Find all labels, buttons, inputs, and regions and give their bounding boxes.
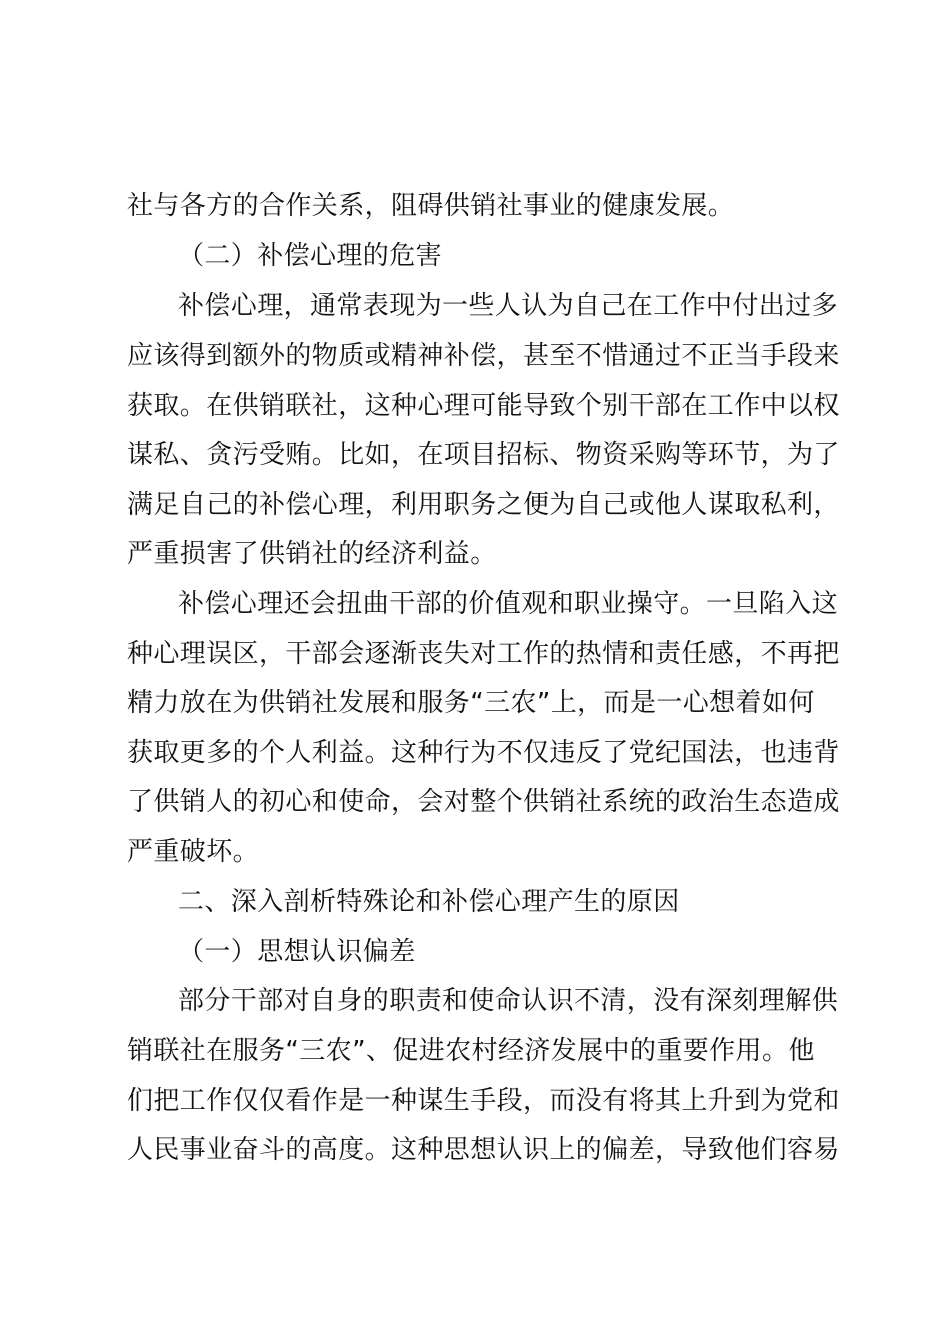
subheading: （一）思想认识偏差 — [178, 937, 416, 967]
text-line: 们把工作仅仅看作是一种谋生手段，而没有将其上升到为党和 — [127, 1086, 840, 1116]
text-line: 社与各方的合作关系，阻碍供销社事业的健康发展。 — [127, 191, 735, 221]
text-line: 补偿心理还会扭曲干部的价值观和职业操守。一旦陷入这 — [178, 589, 839, 619]
text-line: 获取更多的个人利益。这种行为不仅违反了党纪国法，也违背 — [127, 738, 840, 768]
text-line: 人民事业奋斗的高度。这种思想认识上的偏差，导致他们容易 — [127, 1135, 840, 1165]
text-line: 获取。在供销联社，这种心理可能导致个别干部在工作中以权 — [127, 391, 840, 421]
text-line: 严重破坏。 — [127, 837, 260, 867]
text-line: 销联社在服务“三农”、促进农村经济发展中的重要作用。他 — [127, 1036, 815, 1066]
text-line: 应该得到额外的物质或精神补偿，甚至不惜通过不正当手段来 — [127, 341, 840, 371]
text-line: 部分干部对自身的职责和使命认识不清，没有深刻理解供 — [178, 986, 839, 1016]
text-line: 精力放在为供销社发展和服务“三农”上，而是一心想着如何 — [127, 688, 815, 718]
text-line: 严重损害了供销社的经济利益。 — [127, 539, 497, 569]
text-line: 了供销人的初心和使命，会对整个供销社系统的政治生态造成 — [127, 787, 840, 817]
text-line: 补偿心理，通常表现为一些人认为自己在工作中付出过多 — [178, 291, 839, 321]
text-line: 谋私、贪污受贿。比如，在项目招标、物资采购等环节，为了 — [127, 440, 840, 470]
text-line: 满足自己的补偿心理，利用职务之便为自己或他人谋取私利， — [127, 490, 840, 520]
text-line: 种心理误区，干部会逐渐丧失对工作的热情和责任感，不再把 — [127, 639, 840, 669]
section-heading: 二、深入剖析特殊论和补偿心理产生的原因 — [178, 887, 680, 917]
subheading: （二）补偿心理的危害 — [178, 241, 443, 271]
